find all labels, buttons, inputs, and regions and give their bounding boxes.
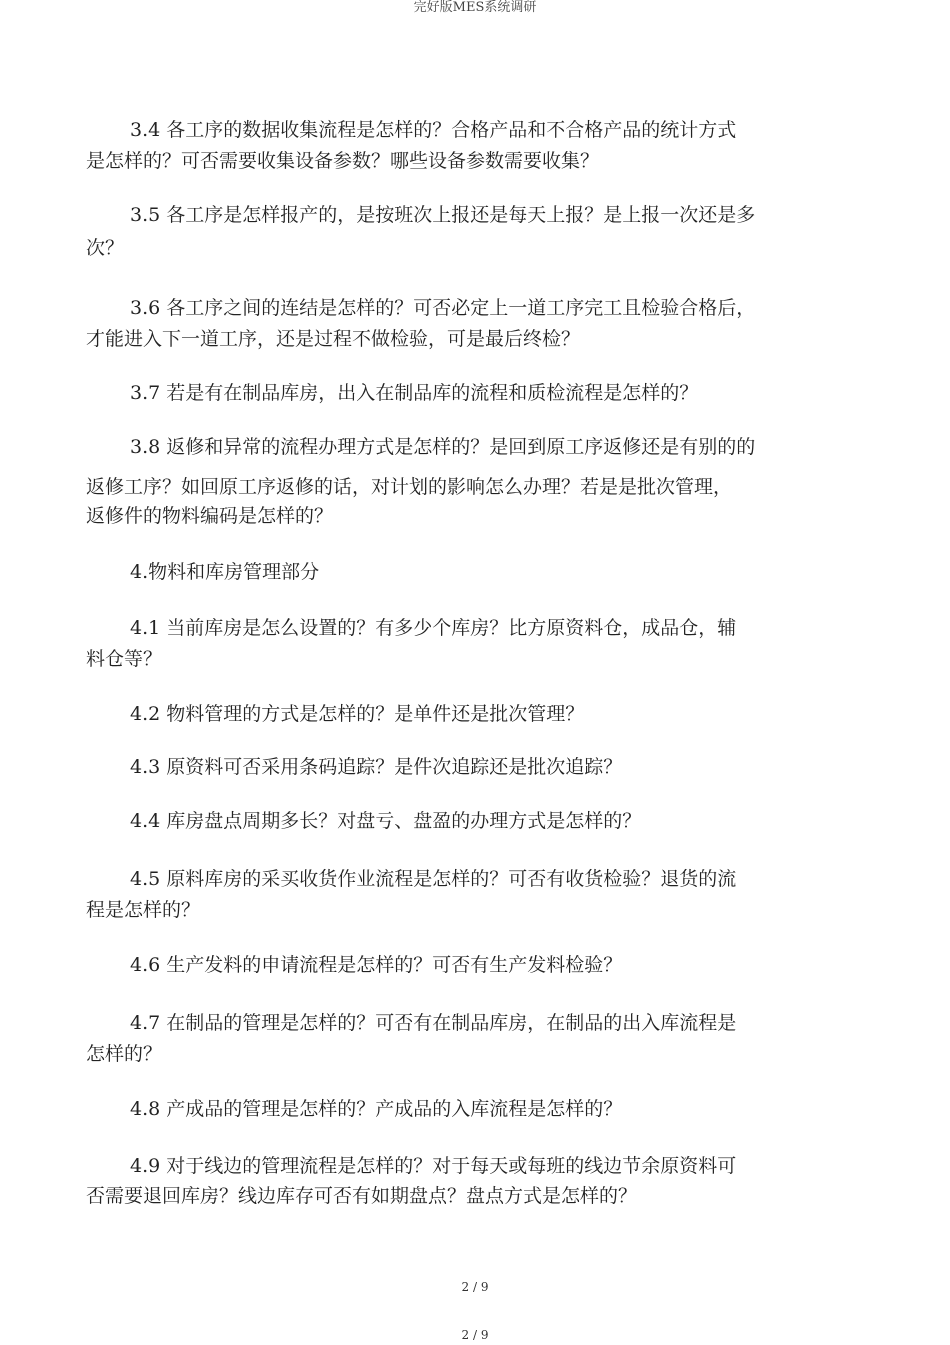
paragraph-line: 次？ — [86, 237, 125, 259]
paragraph-line: 否需要退回库房？线边库存可否有如期盘点？盘点方式是怎样的？ — [86, 1185, 638, 1207]
paragraph-line: 4.5 原料库房的采买收货作业流程是怎样的？可否有收货检验？退货的流 — [130, 868, 737, 890]
paragraph-line: 料仓等？ — [86, 648, 163, 670]
paragraph-line: 3.4 各工序的数据收集流程是怎样的？合格产品和不合格产品的统计方式 — [130, 119, 737, 141]
paragraph-line: 4.4 库房盘点周期多长？对盘亏、盘盈的办理方式是怎样的？ — [130, 810, 642, 832]
paragraph-line: 返修件的物料编码是怎样的？ — [86, 505, 334, 527]
paragraph-line: 4.2 物料管理的方式是怎样的？是单件还是批次管理？ — [130, 703, 585, 725]
paragraph-line: 4.8 产成品的管理是怎样的？产成品的入库流程是怎样的？ — [130, 1098, 623, 1120]
paragraph-line: 3.6 各工序之间的连结是怎样的？可否必定上一道工序完工且检验合格后， — [130, 297, 756, 319]
page-number-bottom: 2 / 9 — [461, 1328, 489, 1342]
paragraph-line: 3.5 各工序是怎样报产的，是按班次上报还是每天上报？是上报一次还是多 — [130, 204, 756, 226]
page-number: 2 / 9 — [461, 1280, 489, 1294]
paragraph-line: 怎样的？ — [86, 1043, 163, 1065]
paragraph-line: 程是怎样的？ — [86, 899, 201, 921]
paragraph-line: 3.8 返修和异常的流程办理方式是怎样的？是回到原工序返修还是有别的的 — [130, 436, 756, 458]
paragraph-line: 返修工序？如回原工序返修的话，对计划的影响怎么办理？若是是批次管理， — [86, 476, 733, 498]
running-header: 完好版MES系统调研 — [413, 0, 537, 15]
paragraph-line: 4.1 当前库房是怎么设置的？有多少个库房？比方原资料仓，成品仓，辅 — [130, 617, 737, 639]
paragraph-line: 4.物料和库房管理部分 — [130, 561, 320, 583]
paragraph-line: 4.6 生产发料的申请流程是怎样的？可否有生产发料检验？ — [130, 954, 623, 976]
paragraph-line: 是怎样的？可否需要收集设备参数？哪些设备参数需要收集？ — [86, 150, 600, 172]
paragraph-line: 才能进入下一道工序，还是过程不做检验，可是最后终检？ — [86, 328, 581, 350]
paragraph-line: 3.7 若是有在制品库房，出入在制品库的流程和质检流程是怎样的？ — [130, 382, 699, 404]
paragraph-line: 4.9 对于线边的管理流程是怎样的？对于每天或每班的线边节余原资料可 — [130, 1155, 737, 1177]
paragraph-line: 4.7 在制品的管理是怎样的？可否有在制品库房，在制品的出入库流程是 — [130, 1012, 737, 1034]
paragraph-line: 4.3 原资料可否采用条码追踪？是件次追踪还是批次追踪？ — [130, 756, 623, 778]
